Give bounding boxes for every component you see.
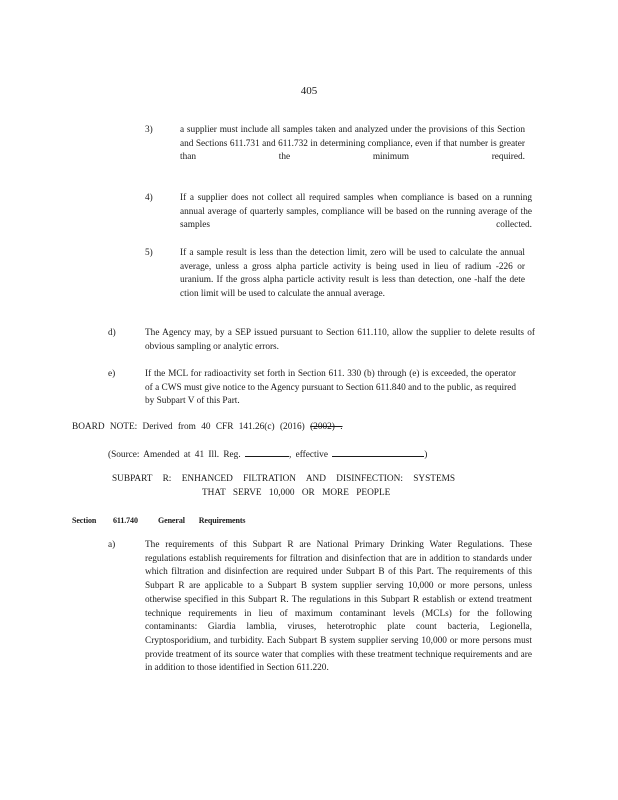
item-a-text: The requirements of this Subpart R are National Primary Drinking Water Regulations. These regulations establish requirements for filtration and disinfection that are in addition to standards under which filtration and disinfection are required under Subpart B of this Part. The requirements of this Subpart R are applicable to a Subpart B system supplier serving 10,000 or more persons, unless otherwise specified in this Subpart R. The regulations in this Subpart R establish or extend treatment technique requirements in lieu of maximum contaminant levels (MCLs) for the following contaminants: Giardia lamblia, viruses, heterotrophic plate count bacteria, Legionella, Cryptosporidium, and turbidity. Each Subpart B system supplier serving 10,000 or more persons must provide treatment of its source water that complies with these treatment technique requirements and are in addition to those identified in Section 611.220. bbox=[145, 540, 532, 674]
item-5-label: 5) bbox=[145, 248, 153, 258]
board-note-struck-text: (2002) . bbox=[310, 422, 343, 432]
subpart-title-line1: SUBPART R: ENHANCED FILTRATION AND DISINFECTION: SYSTEMS bbox=[112, 474, 456, 484]
item-e-label: e) bbox=[108, 369, 116, 379]
item-5-text: If a sample result is less than the detection limit, zero will be used to calculate the annual average, unless a gross alpha particle activity is being used in lieu of radium -226 or uranium. If the gross alpha particle activity result is less than detection, one -half the dete ction limit will be used to calculate the annual average. bbox=[180, 248, 525, 300]
item-3-label: 3) bbox=[145, 125, 153, 135]
item-4-label: 4) bbox=[145, 193, 153, 203]
subpart-title-line2: THAT SERVE 10,000 OR MORE PEOPLE bbox=[202, 488, 391, 498]
effective-date-blank bbox=[332, 447, 424, 457]
source-note bbox=[108, 447, 427, 463]
section-label: Section bbox=[72, 516, 97, 525]
item-d-label: d) bbox=[108, 328, 116, 338]
item-3-text: a supplier must include all samples taken and analyzed under the provisions of this Section and Sections 611.731 and 611.732 in determining compliance, even if that number is greater than the minimum required. bbox=[180, 125, 525, 163]
section-number: 611.740 bbox=[113, 516, 138, 525]
item-e-text: If the MCL for radioactivity set forth in Section 611. 330 (b) through (e) is exceeded, the operator of a CWS must give notice to the Agency pursuant to Section 611.840 and to the public, as required by Subpart V of this Part. bbox=[145, 369, 516, 407]
page-number: 405 bbox=[300, 85, 318, 97]
item-a-label: a) bbox=[108, 540, 116, 550]
reg-page-blank bbox=[245, 447, 289, 457]
item-d-text: The Agency may, by a SEP issued pursuant to Section 611.110, allow the supplier to delete results of obvious sampling or analytic errors. bbox=[145, 328, 535, 352]
source-middle: , effective bbox=[288, 450, 328, 460]
source-suffix: ) bbox=[424, 450, 428, 460]
section-title: General Requirements bbox=[158, 516, 246, 525]
board-note bbox=[72, 421, 343, 435]
source-prefix: (Source: Amended at 41 Ill. Reg. bbox=[108, 450, 241, 460]
item-4-text: If a supplier does not collect all required samples when compliance is based on a running annual average of quarterly samples, compliance will be based on the running average of the samples collected. bbox=[180, 193, 532, 231]
board-note-text: BOARD NOTE: Derived from 40 CFR 141.26(c) (2016) bbox=[72, 422, 305, 432]
